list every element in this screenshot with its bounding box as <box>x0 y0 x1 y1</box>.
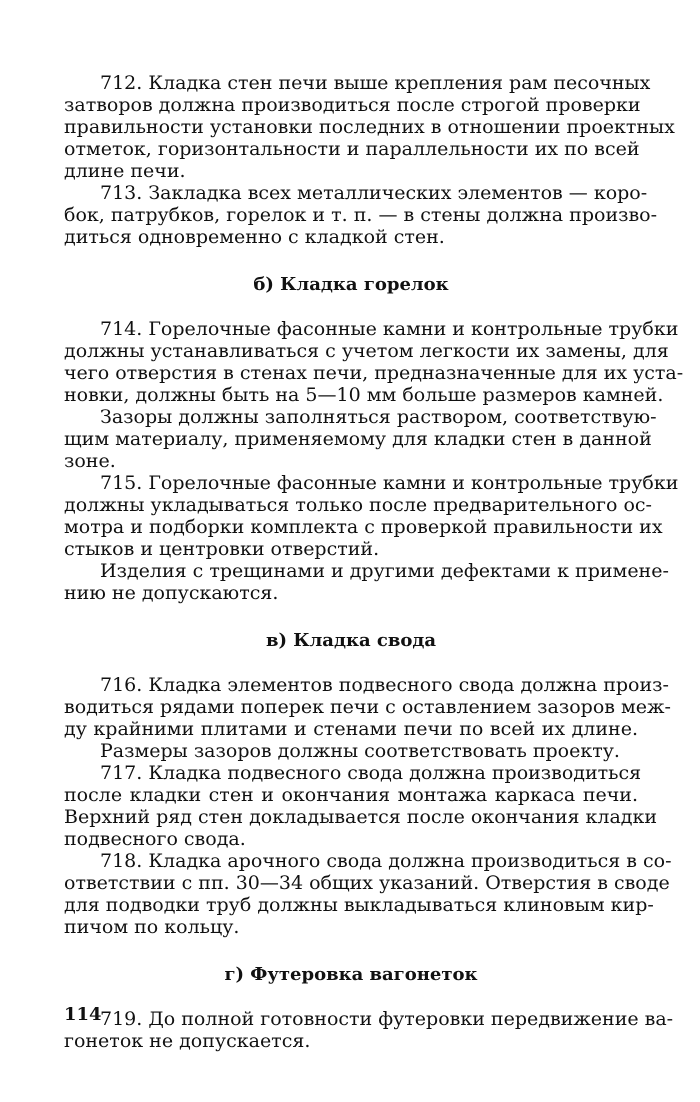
text-line: гонеток не допускается. <box>64 1030 311 1052</box>
text-line: 718. Кладка арочного свода должна производиться в со- <box>100 850 672 872</box>
text-line: зоне. <box>64 450 116 472</box>
text-line: отметок, горизонтальности и параллельности их по всей <box>64 138 640 160</box>
text-line: нию не допускаются. <box>64 582 279 604</box>
text-line: после кладки стен и окончания монтажа каркаса печи. <box>64 784 638 806</box>
text-line: диться одновременно с кладкой стен. <box>64 226 445 248</box>
paragraph-712 <box>64 72 675 182</box>
paragraph-714 <box>64 318 684 406</box>
paragraph-717 <box>64 762 658 850</box>
text-line: для подводки труб должны выкладываться клиновым кир- <box>64 894 654 916</box>
text-line: пичом по кольцу. <box>64 916 240 938</box>
text-line: бок, патрубков, горелок и т. п. — в стены должна произво- <box>64 204 658 226</box>
text-line: чего отверстия в стенах печи, предназначенные для их уста- <box>64 362 684 384</box>
paragraph-715 <box>64 472 679 560</box>
paragraph-715-continued <box>64 560 669 604</box>
section-heading-g: г) Футеровка вагонеток <box>224 964 478 985</box>
paragraph-716 <box>64 674 671 740</box>
text-line: Размеры зазоров должны соответствовать проекту. <box>100 740 620 762</box>
text-line: стыков и центровки отверстий. <box>64 538 380 560</box>
page-number: 114 <box>64 1004 102 1025</box>
text-line: водиться рядами поперек печи с оставлением зазоров меж- <box>64 696 671 718</box>
paragraph-719 <box>64 1008 674 1052</box>
text-line: ду крайними плитами и стенами печи по всей их длине. <box>64 718 638 740</box>
text-line: затворов должна производиться после строгой проверки <box>64 94 641 116</box>
text-line: 716. Кладка элементов подвесного свода должна произ- <box>100 674 669 696</box>
text-line: 714. Горелочные фасонные камни и контрольные трубки <box>100 318 679 340</box>
text-line: 717. Кладка подвесного свода должна производиться <box>100 762 642 784</box>
text-line: должны укладываться только после предварительного ос- <box>64 494 652 516</box>
text-line: Изделия с трещинами и другими дефектами к примене- <box>100 560 669 582</box>
text-line: 712. Кладка стен печи выше крепления рам песочных <box>100 72 651 94</box>
text-line: щим материалу, применяемому для кладки стен в данной <box>64 428 652 450</box>
text-line: Верхний ряд стен докладывается после окончания кладки <box>64 806 658 828</box>
text-line: Зазоры должны заполняться раствором, соответствую- <box>100 406 657 428</box>
paragraph-716-continued <box>64 740 638 762</box>
text-line: мотра и подборки комплекта с проверкой правильности их <box>64 516 663 538</box>
text-line: правильности установки последних в отношении проектных <box>64 116 675 138</box>
text-line: 713. Закладка всех металлических элементов — коро- <box>100 182 648 204</box>
text-line: длине печи. <box>64 160 186 182</box>
text-line: ответствии с пп. 30—34 общих указаний. Отверстия в своде <box>64 872 670 894</box>
text-line: подвесного свода. <box>64 828 246 850</box>
paragraph-718 <box>64 850 672 938</box>
paragraph-713 <box>64 182 658 248</box>
section-heading-v: в) Кладка свода <box>265 630 437 651</box>
text-line: 715. Горелочные фасонные камни и контрольные трубки <box>100 472 679 494</box>
section-heading-b: б) Кладка горелок <box>253 274 449 295</box>
page-body <box>64 72 684 1052</box>
text-line: новки, должны быть на 5—10 мм больше размеров камней. <box>64 384 664 406</box>
text-line: должны устанавливаться с учетом легкости их замены, для <box>64 340 669 362</box>
paragraph-714-continued <box>64 406 657 472</box>
text-line: 719. До полной готовности футеровки передвижение ва- <box>100 1008 674 1030</box>
